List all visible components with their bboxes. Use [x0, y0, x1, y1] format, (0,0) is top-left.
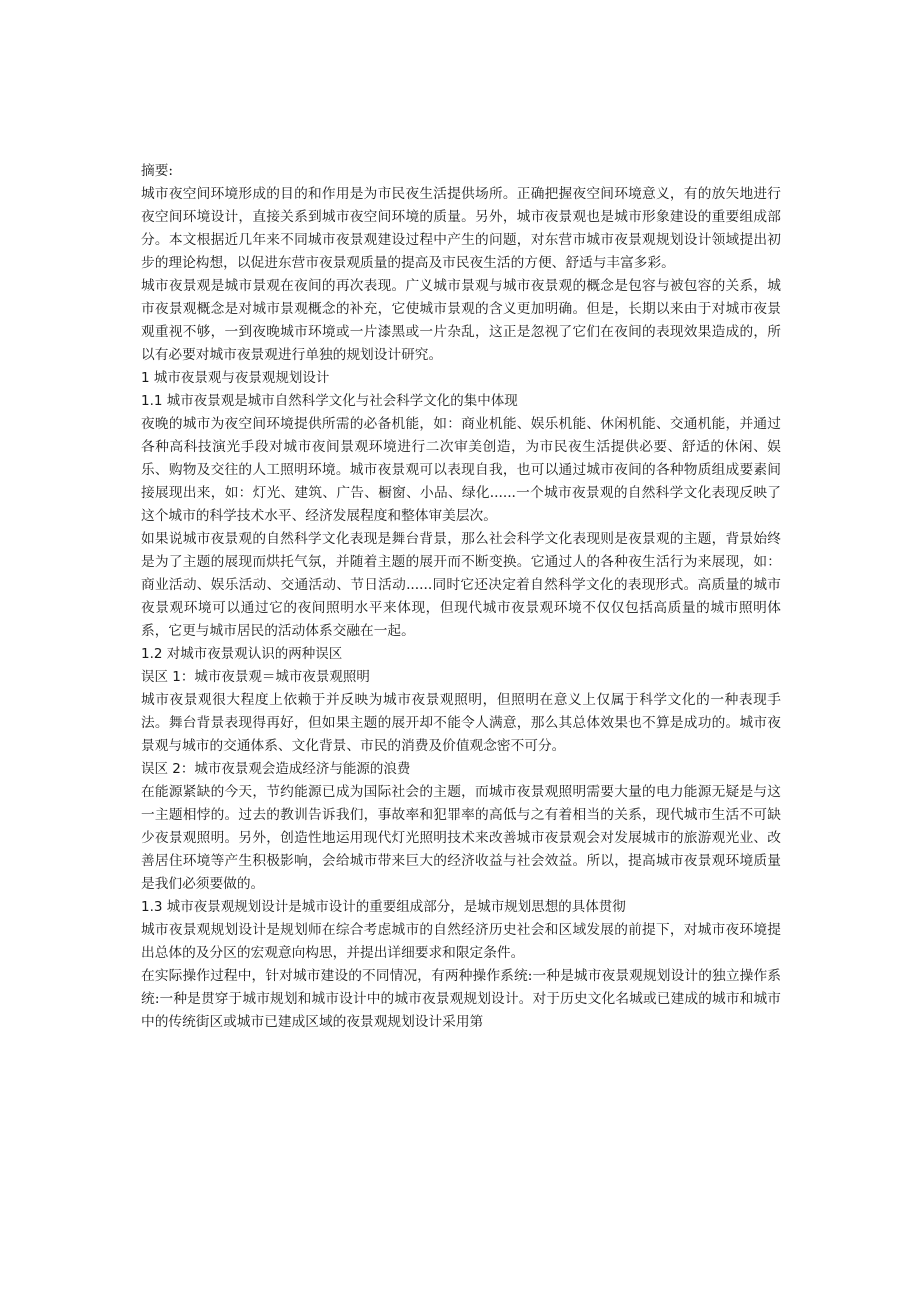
abstract-paragraph: 城市夜空间环境形成的目的和作用是为市民夜生活提供场所。正确把握夜空间环境意义，有的放矢地进行夜空间环境设计，直接关系到城市夜空间环境的质量。另外，城市夜景观也是城市形象建设的重要组成部分。本文根据近几年来不同城市夜景观建设过程中产生的问题，对东营市城市夜景观规划设计领域提出初步的理论构想，以促进东营市夜景观质量的提高及市民夜生活的方便、舒适与丰富多彩。 — [141, 186, 781, 271]
section-1-1-heading: 1.1 城市夜景观是城市自然科学文化与社会科学文化的集中体现 — [141, 393, 518, 409]
intro-paragraph: 城市夜景观是城市景观在夜间的再次表现。广义城市景观与城市夜景观的概念是包容与被包容的关系，城市夜景观概念是对城市景观概念的补充，它使城市景观的含义更加明确。但是，长期以来由于对城市夜景观重视不够，一到夜晚城市环境或一片漆黑或一片杂乱，这正是忽视了它们在夜间的表现效果造成的，所以有必要对城市夜景观进行单独的规划设计研究。 — [141, 278, 781, 363]
document-body — [141, 160, 781, 1034]
misconception-1-paragraph: 城市夜景观很大程度上依赖于并反映为城市夜景观照明，但照明在意义上仅属于科学文化的一种表现手法。舞台背景表现得再好，但如果主题的展开却不能令人满意，那么其总体效果也不算是成功的。城市夜景观与城市的交通体系、文化背景、市民的消费及价值观念密不可分。 — [141, 692, 781, 754]
section-1-1-paragraph-a: 夜晚的城市为夜空间环境提供所需的必备机能，如：商业机能、娱乐机能、休闲机能、交通机能，并通过各种高科技演光手段对城市夜间景观环境进行二次审美创造，为市民夜生活提供必要、舒适的休闲、娱乐、购物及交往的人工照明环境。城市夜景观可以表现自我，也可以通过城市夜间的各种物质组成要素间接展现出来，如：灯光、建筑、广告、橱窗、小品、绿化......一个城市夜景观的自然科学文化表现反映了这个城市的科学技术水平、经济发展程度和整体审美层次。 — [141, 416, 781, 524]
misconception-1-heading: 误区 1：城市夜景观＝城市夜景观照明 — [141, 669, 370, 685]
misconception-2-heading: 误区 2：城市夜景观会造成经济与能源的浪费 — [141, 761, 411, 777]
section-1-2-heading: 1.2 对城市夜景观认识的两种误区 — [141, 646, 343, 662]
abstract-label: 摘要: — [141, 163, 173, 179]
section-1-1-paragraph-b: 如果说城市夜景观的自然科学文化表现是舞台背景，那么社会科学文化表现则是夜景观的主题，背景始终是为了主题的展现而烘托气氛，并随着主题的展开而不断变换。它通过人的各种夜生活行为来展现，如：商业活动、娱乐活动、交通活动、节日活动......同时它还决定着自然科学文化的表现形式。高质量的城市夜景观环境可以通过它的夜间照明水平来体现，但现代城市夜景观环境不仅仅包括高质量的城市照明体系，它更与城市居民的活动体系交融在一起。 — [141, 531, 781, 639]
section-1-heading: 1 城市夜景观与夜景观规划设计 — [141, 370, 330, 386]
section-1-3-paragraph-b: 在实际操作过程中，针对城市建设的不同情况，有两种操作系统:一种是城市夜景观规划设计的独立操作系统:一种是贯穿于城市规划和城市设计中的城市夜景观规划设计。对于历史文化名城或已建成的城市和城市中的传统街区或城市已建成区域的夜景观规划设计采用第 — [141, 968, 781, 1030]
misconception-2-paragraph: 在能源紧缺的今天，节约能源已成为国际社会的主题，而城市夜景观照明需要大量的电力能源无疑是与这一主题相悖的。过去的教训告诉我们，事故率和犯罪率的高低与之有着相当的关系，现代城市生活不可缺少夜景观照明。另外，创造性地运用现代灯光照明技术来改善城市夜景观会对发展城市的旅游观光业、改善居住环境等产生积极影响，会给城市带来巨大的经济收益与社会效益。所以，提高城市夜景观环境质量是我们必须要做的。 — [141, 784, 781, 892]
section-1-3-heading: 1.3 城市夜景观规划设计是城市设计的重要组成部分，是城市规划思想的具体贯彻 — [141, 899, 626, 915]
section-1-3-paragraph-a: 城市夜景观规划设计是规划师在综合考虑城市的自然经济历史社会和区域发展的前提下，对城市夜环境提出总体的及分区的宏观意向构思，并提出详细要求和限定条件。 — [141, 922, 781, 961]
